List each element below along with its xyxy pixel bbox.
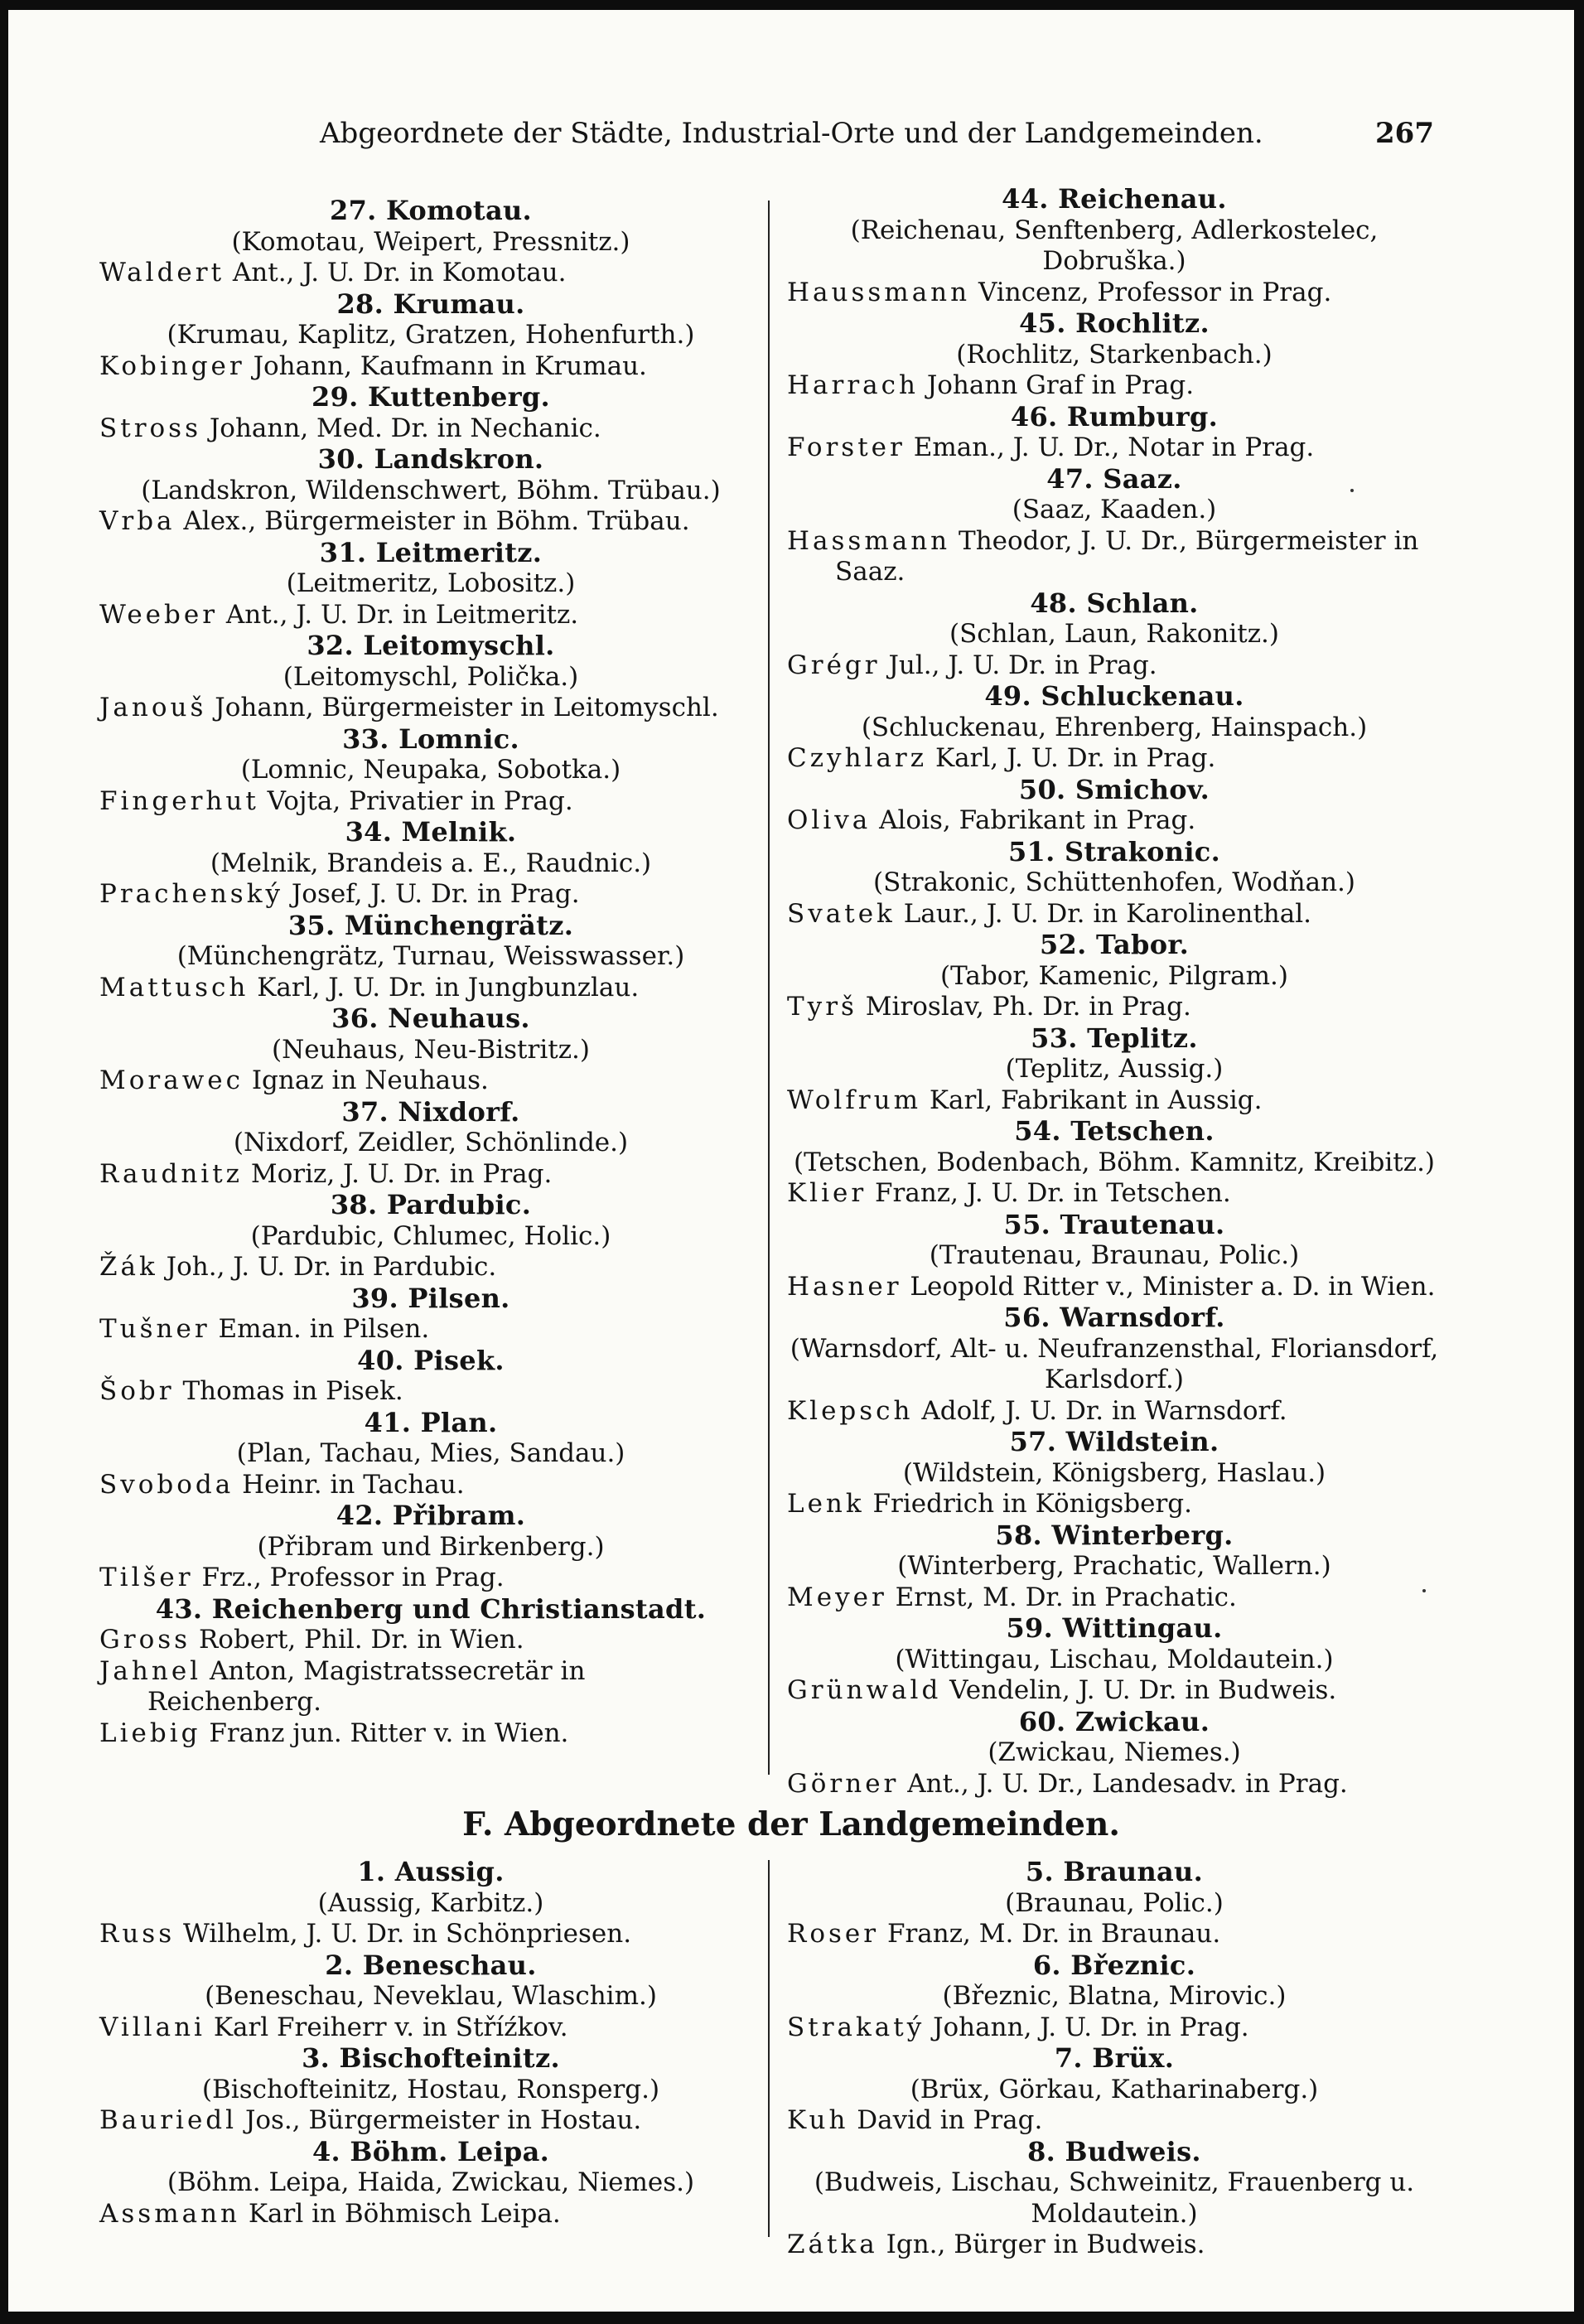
district-title: 30. Landskron. — [317, 443, 544, 475]
district-title: 59. Wittingau. — [1006, 1612, 1223, 1644]
deputy-details: Vincenz, Professor in Prag. — [978, 277, 1332, 307]
district-title: 33. Lomnic. — [342, 722, 519, 755]
district-title: 2. Beneschau. — [325, 1949, 537, 1981]
deputy-surname: Forster — [787, 432, 905, 462]
district-places: (Schluckenau, Ehrenberg, Hainspach.) — [861, 712, 1368, 742]
deputy-surname: Bauriedl — [99, 2105, 238, 2135]
district-block — [787, 2137, 1442, 2261]
f-left-column — [99, 1857, 762, 2230]
deputy-details: Theodor, J. U. Dr., Bürgermeister in Saaz. — [835, 525, 1419, 587]
deputy-surname: Svatek — [787, 898, 896, 929]
district-block — [99, 1346, 762, 1408]
deputy-details: Alex., Bürgermeister in Böhm. Trübau. — [183, 506, 690, 536]
deputy-details: Franz jun. Ritter v. in Wien. — [209, 1718, 569, 1748]
district-block — [99, 382, 762, 444]
deputy-entry — [787, 1396, 1442, 1428]
deputy-surname: Tušner — [99, 1314, 210, 1344]
district-block — [99, 911, 762, 1004]
district-places: (Teplitz, Aussig.) — [1005, 1054, 1224, 1084]
deputy-surname: Zátka — [787, 2230, 878, 2259]
district-places: (Lomnic, Neupaka, Sobotka.) — [240, 755, 621, 785]
district-places: (Březnic, Blatna, Mirovic.) — [942, 1981, 1287, 2011]
district-block — [787, 1427, 1442, 1520]
deputy-details: Josef, J. U. Dr. in Prag. — [291, 879, 580, 909]
district-block — [99, 631, 762, 724]
deputy-entry — [787, 1085, 1442, 1117]
column-divider — [768, 201, 770, 1775]
deputy-surname: Šobr — [99, 1376, 175, 1406]
deputy-details: Johann, J. U. Dr. in Prag. — [933, 2012, 1249, 2042]
deputy-details: Ignaz in Neuhaus. — [251, 1065, 489, 1095]
deputy-details: Vojta, Privatier in Prag. — [267, 785, 573, 816]
deputy-entry — [787, 278, 1442, 309]
deputy-details: Heinr. in Tachau. — [242, 1469, 465, 1500]
district-block — [787, 2043, 1442, 2137]
deputy-details: Anton, Magistratssecretär in Reichenberg. — [147, 1655, 586, 1717]
deputy-entry — [99, 693, 762, 724]
district-block — [99, 1408, 762, 1501]
deputy-details: Thomas in Pisek. — [182, 1376, 403, 1406]
district-title: 38. Pardubic. — [330, 1189, 532, 1220]
district-title: 31. Leitmeritz. — [319, 536, 543, 568]
district-title: 51. Strakonic. — [1007, 835, 1221, 867]
deputy-details: Johann, Bürgermeister in Leitomyschl. — [215, 693, 719, 722]
district-title: 39. Pilsen. — [351, 1282, 510, 1314]
district-title: 1. Aussig. — [357, 1856, 505, 1887]
deputy-details: Laur., J. U. Dr. in Karolinenthal. — [903, 898, 1312, 929]
deputy-surname: Žák — [99, 1252, 158, 1282]
deputy-details: Ernst, M. Dr. in Prachatic. — [895, 1582, 1237, 1612]
deputy-surname: Klier — [787, 1178, 867, 1208]
deputy-entry — [787, 1769, 1442, 1800]
deputy-surname: Roser — [787, 1919, 880, 1949]
district-block — [787, 402, 1442, 464]
deputy-details: Adolf, J. U. Dr. in Warnsdorf. — [921, 1395, 1287, 1426]
deputy-entry — [99, 258, 762, 289]
deputy-entry — [787, 1178, 1442, 1210]
deputy-entry — [99, 1470, 762, 1501]
deputy-entry — [99, 786, 762, 818]
deputy-details: Karl Freiherr v. in Stříźkov. — [213, 2012, 568, 2042]
deputy-details: Jul., J. U. Dr. in Prag. — [888, 650, 1157, 680]
deputy-entry — [787, 805, 1442, 837]
deputy-details: David in Prag. — [857, 2105, 1043, 2135]
print-speck — [1422, 1589, 1426, 1592]
district-title: 52. Tabor. — [1039, 929, 1190, 960]
deputy-entry — [99, 1718, 762, 1750]
deputy-details: Leopold Ritter v., Minister a. D. in Wien. — [910, 1271, 1436, 1302]
district-block — [99, 444, 762, 538]
district-places: (Böhm. Leipa, Haida, Zwickau, Niemes.) — [167, 2167, 695, 2197]
deputy-entry — [99, 506, 762, 538]
deputy-details: Ant., J. U. Dr. in Leitmeritz. — [225, 599, 579, 630]
deputy-surname: Stross — [99, 413, 201, 443]
district-places: (Reichenau, Senftenberg, Adlerkostelec, Dobruška.) — [850, 215, 1379, 276]
district-title: 48. Schlan. — [1030, 587, 1199, 619]
district-places: (Tetschen, Bodenbach, Böhm. Kamnitz, Kreibitz.) — [793, 1147, 1436, 1177]
district-block — [787, 930, 1442, 1023]
top-left-column — [99, 196, 762, 1749]
deputy-entry — [99, 1314, 762, 1346]
deputy-details: Franz, J. U. Dr. in Tetschen. — [875, 1178, 1231, 1208]
deputy-entry — [787, 2105, 1442, 2137]
district-block — [787, 1302, 1442, 1427]
deputy-surname: Harrach — [787, 370, 919, 400]
deputy-details: Karl, Fabrikant in Aussig. — [929, 1085, 1263, 1115]
district-title: 41. Plan. — [364, 1406, 498, 1438]
district-places: (Leitmeritz, Lobositz.) — [286, 568, 576, 598]
district-block — [787, 1707, 1442, 1800]
deputy-surname: Kobinger — [99, 350, 245, 381]
district-title: 8. Budweis. — [1027, 2135, 1201, 2167]
district-block — [787, 1520, 1442, 1614]
deputy-entry — [99, 413, 762, 445]
deputy-surname: Liebig — [99, 1718, 201, 1748]
deputy-entry — [787, 1489, 1442, 1520]
deputy-surname: Mattusch — [99, 972, 249, 1003]
district-block — [99, 1097, 762, 1191]
deputy-entry — [99, 879, 762, 911]
deputy-entry — [787, 899, 1442, 930]
district-places: (Schlan, Laun, Rakonitz.) — [949, 619, 1280, 649]
district-block — [99, 2043, 762, 2137]
district-places: (Beneschau, Neveklau, Wlaschim.) — [205, 1981, 657, 2011]
district-title: 27. Komotau. — [330, 195, 532, 226]
page-number: 267 — [1375, 117, 1434, 150]
f-right-column — [787, 1857, 1442, 2261]
district-block — [787, 588, 1442, 682]
district-places: (Leitomyschl, Polička.) — [283, 661, 579, 692]
district-title: 42. Přibram. — [336, 1500, 526, 1531]
district-places: (Melnik, Brandeis a. E., Raudnic.) — [210, 848, 652, 878]
district-title: 43. Reichenberg und Christianstadt. — [155, 1592, 707, 1625]
district-title: 54. Tetschen. — [1014, 1115, 1215, 1147]
district-places: (Aussig, Karbitz.) — [317, 1887, 544, 1918]
district-places: (Tabor, Kamenic, Pilgram.) — [940, 960, 1288, 991]
deputy-details: Karl, J. U. Dr. in Prag. — [934, 743, 1216, 773]
district-title: 3. Bischofteinitz. — [302, 2042, 560, 2074]
deputy-entry — [787, 1272, 1442, 1303]
district-block — [787, 837, 1442, 930]
district-title: 29. Kuttenberg. — [311, 381, 550, 413]
deputy-entry — [99, 973, 762, 1004]
deputy-entry — [787, 2230, 1442, 2261]
district-places: (Pardubic, Chlumec, Holic.) — [250, 1220, 611, 1251]
district-places: (Wittingau, Lischau, Moldautein.) — [895, 1644, 1334, 1674]
deputy-entry — [787, 1675, 1442, 1707]
district-block — [787, 1613, 1442, 1707]
deputy-details: Moriz, J. U. Dr. in Prag. — [250, 1158, 553, 1189]
district-title: 37. Nixdorf. — [341, 1095, 520, 1128]
deputy-surname: Fingerhut — [99, 785, 259, 816]
deputy-details: Karl in Böhmisch Leipa. — [248, 2198, 561, 2229]
district-block — [99, 1857, 762, 1950]
district-places: (Strakonic, Schüttenhofen, Wodňan.) — [873, 867, 1355, 897]
deputy-surname: Russ — [99, 1919, 176, 1949]
deputy-surname: Czyhlarz — [787, 743, 928, 773]
district-places: (Neuhaus, Neu-Bistritz.) — [271, 1034, 590, 1065]
deputy-entry — [99, 1919, 762, 1950]
district-title: 55. Trautenau. — [1003, 1208, 1225, 1240]
district-places: (Landskron, Wildenschwert, Böhm. Trübau.) — [141, 475, 721, 505]
deputy-entry — [787, 432, 1442, 464]
district-title: 32. Leitomyschl. — [307, 630, 555, 661]
deputy-entry — [99, 1065, 762, 1097]
district-block — [99, 538, 762, 631]
deputy-surname: Morawec — [99, 1065, 244, 1095]
district-block — [787, 681, 1442, 775]
deputy-entry — [99, 1563, 762, 1594]
deputy-surname: Meyer — [787, 1582, 887, 1612]
district-block — [787, 775, 1442, 837]
deputy-details: Ant., J. U. Dr. in Komotau. — [232, 258, 567, 287]
print-speck — [1350, 489, 1354, 492]
deputy-entry — [99, 1252, 762, 1283]
deputy-details: Ign., Bürger in Budweis. — [886, 2230, 1205, 2259]
district-places: (Winterberg, Prachatic, Wallern.) — [897, 1551, 1331, 1581]
deputy-surname: Kuh — [787, 2105, 849, 2135]
deputy-details: Johann Graf in Prag. — [926, 370, 1195, 400]
district-block — [99, 1190, 762, 1283]
district-title: 7. Brüx. — [1054, 2042, 1175, 2074]
deputy-surname: Görner — [787, 1768, 900, 1799]
deputy-entry — [787, 1919, 1442, 1950]
district-block — [99, 1594, 762, 1750]
district-title: 40. Pisek. — [357, 1344, 505, 1376]
district-places: (Warnsdorf, Alt- u. Neufranzensthal, Floriansdorf, Karlsdorf.) — [790, 1333, 1439, 1394]
deputy-details: Robert, Phil. Dr. in Wien. — [198, 1625, 524, 1655]
district-block — [99, 2137, 762, 2230]
district-block — [99, 196, 762, 289]
deputy-entry — [99, 1656, 762, 1718]
district-places: (Přibram und Birkenberg.) — [257, 1531, 605, 1562]
district-title: 6. Březnic. — [1032, 1949, 1196, 1981]
district-block — [787, 464, 1442, 588]
district-block — [99, 1283, 762, 1346]
deputy-entry — [787, 743, 1442, 775]
district-title: 5. Braunau. — [1025, 1856, 1204, 1887]
deputy-details: Johann, Kaufmann in Krumau. — [253, 350, 647, 381]
deputy-surname: Assmann — [99, 2198, 241, 2229]
district-places: (Komotau, Weipert, Pressnitz.) — [231, 226, 630, 257]
deputy-details: Eman. in Pilsen. — [218, 1314, 430, 1344]
deputy-details: Vendelin, J. U. Dr. in Budweis. — [949, 1675, 1337, 1705]
deputy-details: Frz., Professor in Prag. — [201, 1563, 505, 1592]
deputy-details: Franz, M. Dr. in Braunau. — [886, 1919, 1221, 1949]
deputy-surname: Hassmann — [787, 525, 951, 556]
deputy-surname: Waldert — [99, 258, 225, 287]
deputy-details: Johann, Med. Dr. in Nechanic. — [209, 413, 601, 443]
deputy-entry — [787, 2012, 1442, 2044]
district-block — [787, 1210, 1442, 1303]
district-places: (Braunau, Polic.) — [1005, 1887, 1224, 1918]
district-block — [787, 1023, 1442, 1117]
deputy-surname: Oliva — [787, 805, 872, 835]
district-block — [99, 1003, 762, 1097]
deputy-surname: Haussmann — [787, 277, 971, 307]
deputy-details: Miroslav, Ph. Dr. in Prag. — [865, 992, 1191, 1022]
district-title: 57. Wildstein. — [1009, 1426, 1219, 1457]
deputy-entry — [787, 992, 1442, 1023]
district-places: (Budweis, Lischau, Schweinitz, Frauenberg u. Moldautein.) — [814, 2167, 1415, 2229]
district-title: 60. Zwickau. — [1018, 1705, 1210, 1737]
deputy-surname: Weeber — [99, 599, 219, 630]
district-title: 36. Neuhaus. — [331, 1003, 530, 1034]
deputy-details: Joh., J. U. Dr. in Pardubic. — [166, 1252, 497, 1282]
deputy-entry — [787, 1582, 1442, 1614]
deputy-details: Alois, Fabrikant in Prag. — [879, 805, 1196, 835]
district-title: 49. Schluckenau. — [984, 680, 1244, 712]
deputy-entry — [787, 370, 1442, 402]
district-places: (Rochlitz, Starkenbach.) — [956, 339, 1273, 370]
district-places: (Wildstein, Königsberg, Haslau.) — [902, 1457, 1326, 1488]
deputy-details: Friedrich in Königsberg. — [872, 1489, 1192, 1519]
district-places: (Brüx, Görkau, Katharinaberg.) — [910, 2074, 1319, 2104]
deputy-surname: Hasner — [787, 1271, 902, 1302]
district-places: (Trautenau, Braunau, Polic.) — [929, 1240, 1300, 1270]
deputy-entry — [99, 1159, 762, 1191]
district-title: 45. Rochlitz. — [1019, 307, 1210, 339]
district-title: 35. Münchengrätz. — [287, 909, 574, 941]
deputy-surname: Villani — [99, 2012, 205, 2042]
deputy-surname: Vrba — [99, 506, 176, 536]
district-title: 58. Winterberg. — [995, 1519, 1234, 1551]
district-places: (Bischofteinitz, Hostau, Ronsperg.) — [201, 2074, 660, 2104]
deputy-details: Eman., J. U. Dr., Notar in Prag. — [913, 432, 1315, 462]
district-title: 34. Melnik. — [345, 816, 517, 848]
deputy-details: Wilhelm, J. U. Dr. in Schönpriesen. — [182, 1919, 632, 1949]
district-title: 56. Warnsdorf. — [1003, 1302, 1225, 1333]
deputy-surname: Klepsch — [787, 1395, 914, 1426]
page — [8, 10, 1574, 2312]
deputy-entry — [99, 2105, 762, 2137]
district-block — [99, 1950, 762, 2044]
district-block — [99, 1500, 762, 1594]
deputy-entry — [99, 1376, 762, 1408]
deputy-surname: Raudnitz — [99, 1158, 244, 1189]
deputy-entry — [99, 600, 762, 631]
deputy-surname: Lenk — [787, 1489, 865, 1519]
district-title: 4. Böhm. Leipa. — [311, 2135, 550, 2167]
deputy-surname: Strakatý — [787, 2012, 925, 2042]
district-block — [787, 184, 1442, 308]
district-places: (Münchengrätz, Turnau, Weisswasser.) — [176, 941, 685, 971]
district-title: 50. Smichov. — [1018, 773, 1210, 805]
running-head: Abgeordnete der Städte, Industrial-Orte und der Landgemeinden. — [320, 117, 1263, 150]
deputy-surname: Prachenský — [99, 879, 284, 909]
district-block — [787, 1857, 1442, 1950]
deputy-surname: Gross — [99, 1625, 191, 1655]
deputy-surname: Grünwald — [787, 1675, 942, 1705]
deputy-entry — [99, 351, 762, 383]
deputy-entry — [99, 1625, 762, 1656]
deputy-entry — [787, 650, 1442, 682]
district-places: (Krumau, Kaplitz, Gratzen, Hohenfurth.) — [167, 320, 695, 350]
deputy-details: Karl, J. U. Dr. in Jungbunzlau. — [257, 972, 640, 1003]
district-places: (Plan, Tachau, Mies, Sandau.) — [236, 1438, 625, 1468]
deputy-details: Jos., Bürgermeister in Hostau. — [244, 2105, 642, 2135]
column-divider-f — [768, 1860, 770, 2237]
district-places: (Zwickau, Niemes.) — [988, 1737, 1241, 1767]
district-title: 47. Saaz. — [1046, 462, 1182, 495]
deputy-entry — [99, 2199, 762, 2230]
district-title: 44. Reichenau. — [1002, 183, 1227, 215]
deputy-surname: Tilšer — [99, 1563, 194, 1592]
deputy-surname: Jahnel — [99, 1655, 202, 1686]
district-places: (Saaz, Kaaden.) — [1012, 495, 1217, 524]
top-right-column — [787, 184, 1442, 1800]
district-block — [99, 724, 762, 818]
district-title: 46. Rumburg. — [1010, 400, 1219, 432]
section-title: F. Abgeordnete der Landgemeinden. — [462, 1805, 1120, 1843]
district-block — [787, 1116, 1442, 1210]
deputy-surname: Tyrš — [787, 992, 857, 1022]
deputy-surname: Svoboda — [99, 1469, 234, 1500]
district-block — [787, 308, 1442, 402]
deputy-details: Ant., J. U. Dr., Landesadv. in Prag. — [907, 1768, 1348, 1799]
deputy-surname: Grégr — [787, 650, 881, 680]
district-block — [99, 817, 762, 911]
deputy-surname: Janouš — [99, 693, 207, 722]
deputy-surname: Wolfrum — [787, 1085, 921, 1115]
deputy-entry — [787, 526, 1442, 588]
district-block — [99, 289, 762, 383]
district-block — [787, 1950, 1442, 2044]
district-title: 53. Teplitz. — [1031, 1022, 1198, 1054]
district-title: 28. Krumau. — [336, 287, 525, 320]
district-places: (Nixdorf, Zeidler, Schönlinde.) — [233, 1128, 629, 1157]
deputy-entry — [99, 2012, 762, 2044]
